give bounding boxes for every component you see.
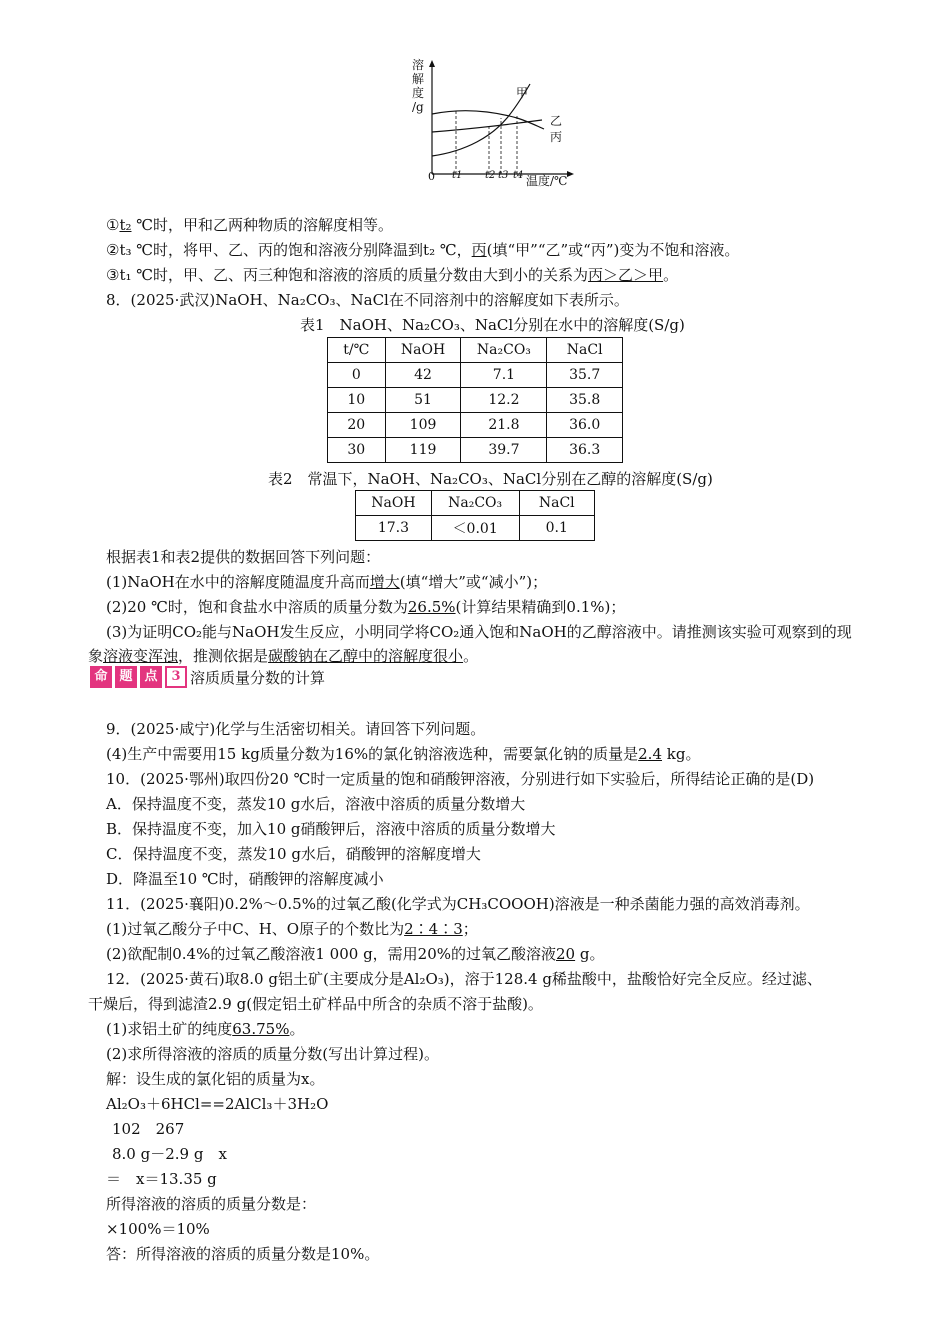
table2 bbox=[355, 490, 595, 541]
q8-part2: (2)20 ℃时，饱和食盐水中溶质的质量分数为26.5%(计算结果精确到0.1%)； bbox=[106, 598, 626, 616]
table1-header-cell: NaOH bbox=[385, 338, 461, 363]
q9-part4: (4)生产中需要用15 kg质量分数为16%的氯化钠溶液选种，需要氯化钠的质量是2.4 kg。 bbox=[106, 745, 701, 763]
q12-stem-line2: 干燥后，得到滤渣2.9 g(假定铝土矿样品中所含的杂质不溶于盐酸)。 bbox=[88, 995, 543, 1013]
q7-part1: ①t₂ ℃时，甲和乙两种物质的溶解度相等。 bbox=[106, 216, 394, 234]
q12-part1: (1)求铝土矿的纯度63.75%。 bbox=[106, 1020, 305, 1038]
curve-label-jia: 甲 bbox=[516, 86, 529, 100]
q10-option-c: C．保持温度不变，蒸发10 g水后，硝酸钾的溶解度增大 bbox=[106, 845, 481, 863]
q8-stem: 8．(2025·武汉)NaOH、Na₂CO₃、NaCl在不同溶剂中的溶解度如下表所示。 bbox=[106, 291, 629, 309]
q10-option-a: A．保持温度不变，蒸发10 g水后，溶液中溶质的质量分数增大 bbox=[106, 795, 526, 813]
table1-row: 0 42 7.1 35.7 bbox=[328, 363, 623, 388]
tick-t4: t4 bbox=[513, 170, 524, 181]
q12-solution-1: 解：设生成的氯化铝的质量为x。 bbox=[106, 1070, 325, 1088]
q11-part1: (1)过氧乙酸分子中C、H、O原子的个数比为2∶4∶3； bbox=[106, 920, 478, 938]
section-badge: 命 题 点 3 bbox=[90, 666, 190, 688]
q12-solution-equation: Al₂O₃＋6HCl==2AlCl₃＋3H₂O bbox=[106, 1095, 329, 1113]
origin-label: 0 bbox=[428, 170, 435, 183]
table1-header-cell: Na₂CO₃ bbox=[461, 338, 547, 363]
q12-part2: (2)求所得溶液的溶质的质量分数(写出计算过程)。 bbox=[106, 1045, 439, 1063]
curve-label-yi: 乙 bbox=[550, 114, 563, 128]
tick-t3: t3 bbox=[498, 170, 509, 181]
y-axis-label: 溶 解 度 /g bbox=[412, 58, 425, 114]
q12-solution-mass: 8.0 g－2.9 g x bbox=[112, 1145, 227, 1163]
q11-part2: (2)欲配制0.4%的过氧乙酸溶液1 000 g，需用20%的过氧乙酸溶液20 g。 bbox=[106, 945, 605, 963]
q8-part3-line1: (3)为证明CO₂能与NaOH发生反应，小明同学将CO₂通入饱和NaOH的乙醇溶液中。请推测该实验可观察到的现 bbox=[106, 623, 852, 641]
table1-row: 30 119 39.7 36.3 bbox=[328, 438, 623, 463]
table1-caption: 表1 NaOH、Na₂CO₃、NaCl分别在水中的溶解度(S/g) bbox=[300, 316, 685, 334]
q8-intro: 根据表1和表2提供的数据回答下列问题： bbox=[106, 548, 381, 566]
q12-solution-molar: 102 267 bbox=[112, 1120, 185, 1138]
x-axis-label: 温度/℃ bbox=[526, 174, 568, 188]
table2-caption: 表2 常温下，NaOH、Na₂CO₃、NaCl分别在乙醇的溶解度(S/g) bbox=[268, 470, 713, 488]
table1-header-row bbox=[328, 338, 623, 363]
q12-stem-line1: 12．(2025·黄石)取8.0 g铝土矿(主要成分是Al₂O₃)，溶于128.4 g稀盐酸中，盐酸恰好完全反应。经过滤、 bbox=[106, 970, 822, 988]
table1-header-cell: t/℃ bbox=[328, 338, 386, 363]
table1-row: 10 51 12.2 35.8 bbox=[328, 388, 623, 413]
q12-solution-6: 所得溶液的溶质的质量分数是： bbox=[106, 1195, 317, 1213]
curve-label-bing: 丙 bbox=[550, 130, 563, 144]
table1-header-cell: NaCl bbox=[547, 338, 623, 363]
table1-row: 20 109 21.8 36.0 bbox=[328, 413, 623, 438]
solubility-graph bbox=[412, 56, 582, 192]
q12-answer: 答：所得溶液的溶质的质量分数是10%。 bbox=[106, 1245, 380, 1263]
table1 bbox=[327, 337, 623, 463]
tick-t2: t2 bbox=[485, 170, 496, 181]
q12-solution-x: ＝ x＝13.35 g bbox=[106, 1170, 217, 1188]
q10-option-b: B．保持温度不变，加入10 g硝酸钾后，溶液中溶质的质量分数增大 bbox=[106, 820, 556, 838]
q11-stem: 11．(2025·襄阳)0.2%～0.5%的过氧乙酸(化学式为CH₃COOOH)溶液是一种杀菌能力强的高效消毒剂。 bbox=[106, 895, 810, 913]
q10-option-d: D．降温至10 ℃时，硝酸钾的溶解度减小 bbox=[106, 870, 384, 888]
q12-solution-7: ×100%＝10% bbox=[106, 1220, 210, 1238]
q9-stem: 9．(2025·咸宁)化学与生活密切相关。请回答下列问题。 bbox=[106, 720, 486, 738]
table2-row: 17.3 ＜0.01 0.1 bbox=[356, 516, 595, 541]
x-axis-arrow bbox=[567, 171, 574, 177]
q8-part3-line2: 象溶液变浑浊，推测依据是碳酸钠在乙醇中的溶解度很小。 bbox=[88, 647, 479, 665]
tick-t1: t1 bbox=[452, 170, 463, 181]
q7-part3: ③t₁ ℃时，甲、乙、丙三种饱和溶液的溶质的质量分数由大到小的关系为丙＞乙＞甲。 bbox=[106, 266, 679, 284]
q8-part1: (1)NaOH在水中的溶解度随温度升高而增大(填“增大”或“减小”)； bbox=[106, 573, 548, 591]
section-title: 溶质质量分数的计算 bbox=[190, 669, 326, 687]
q7-part2: ②t₃ ℃时，将甲、乙、丙的饱和溶液分别降温到t₂ ℃，丙(填“甲”“乙”或“丙”)变为不饱和溶液。 bbox=[106, 241, 740, 259]
q10-stem: 10．(2025·鄂州)取四份20 ℃时一定质量的饱和硝酸钾溶液，分别进行如下实验后，所得结论正确的是(D) bbox=[106, 770, 815, 788]
curve-yi bbox=[432, 120, 542, 132]
table2-header-row: NaOH Na₂CO₃ NaCl bbox=[356, 491, 595, 516]
y-axis-arrow bbox=[429, 60, 435, 67]
